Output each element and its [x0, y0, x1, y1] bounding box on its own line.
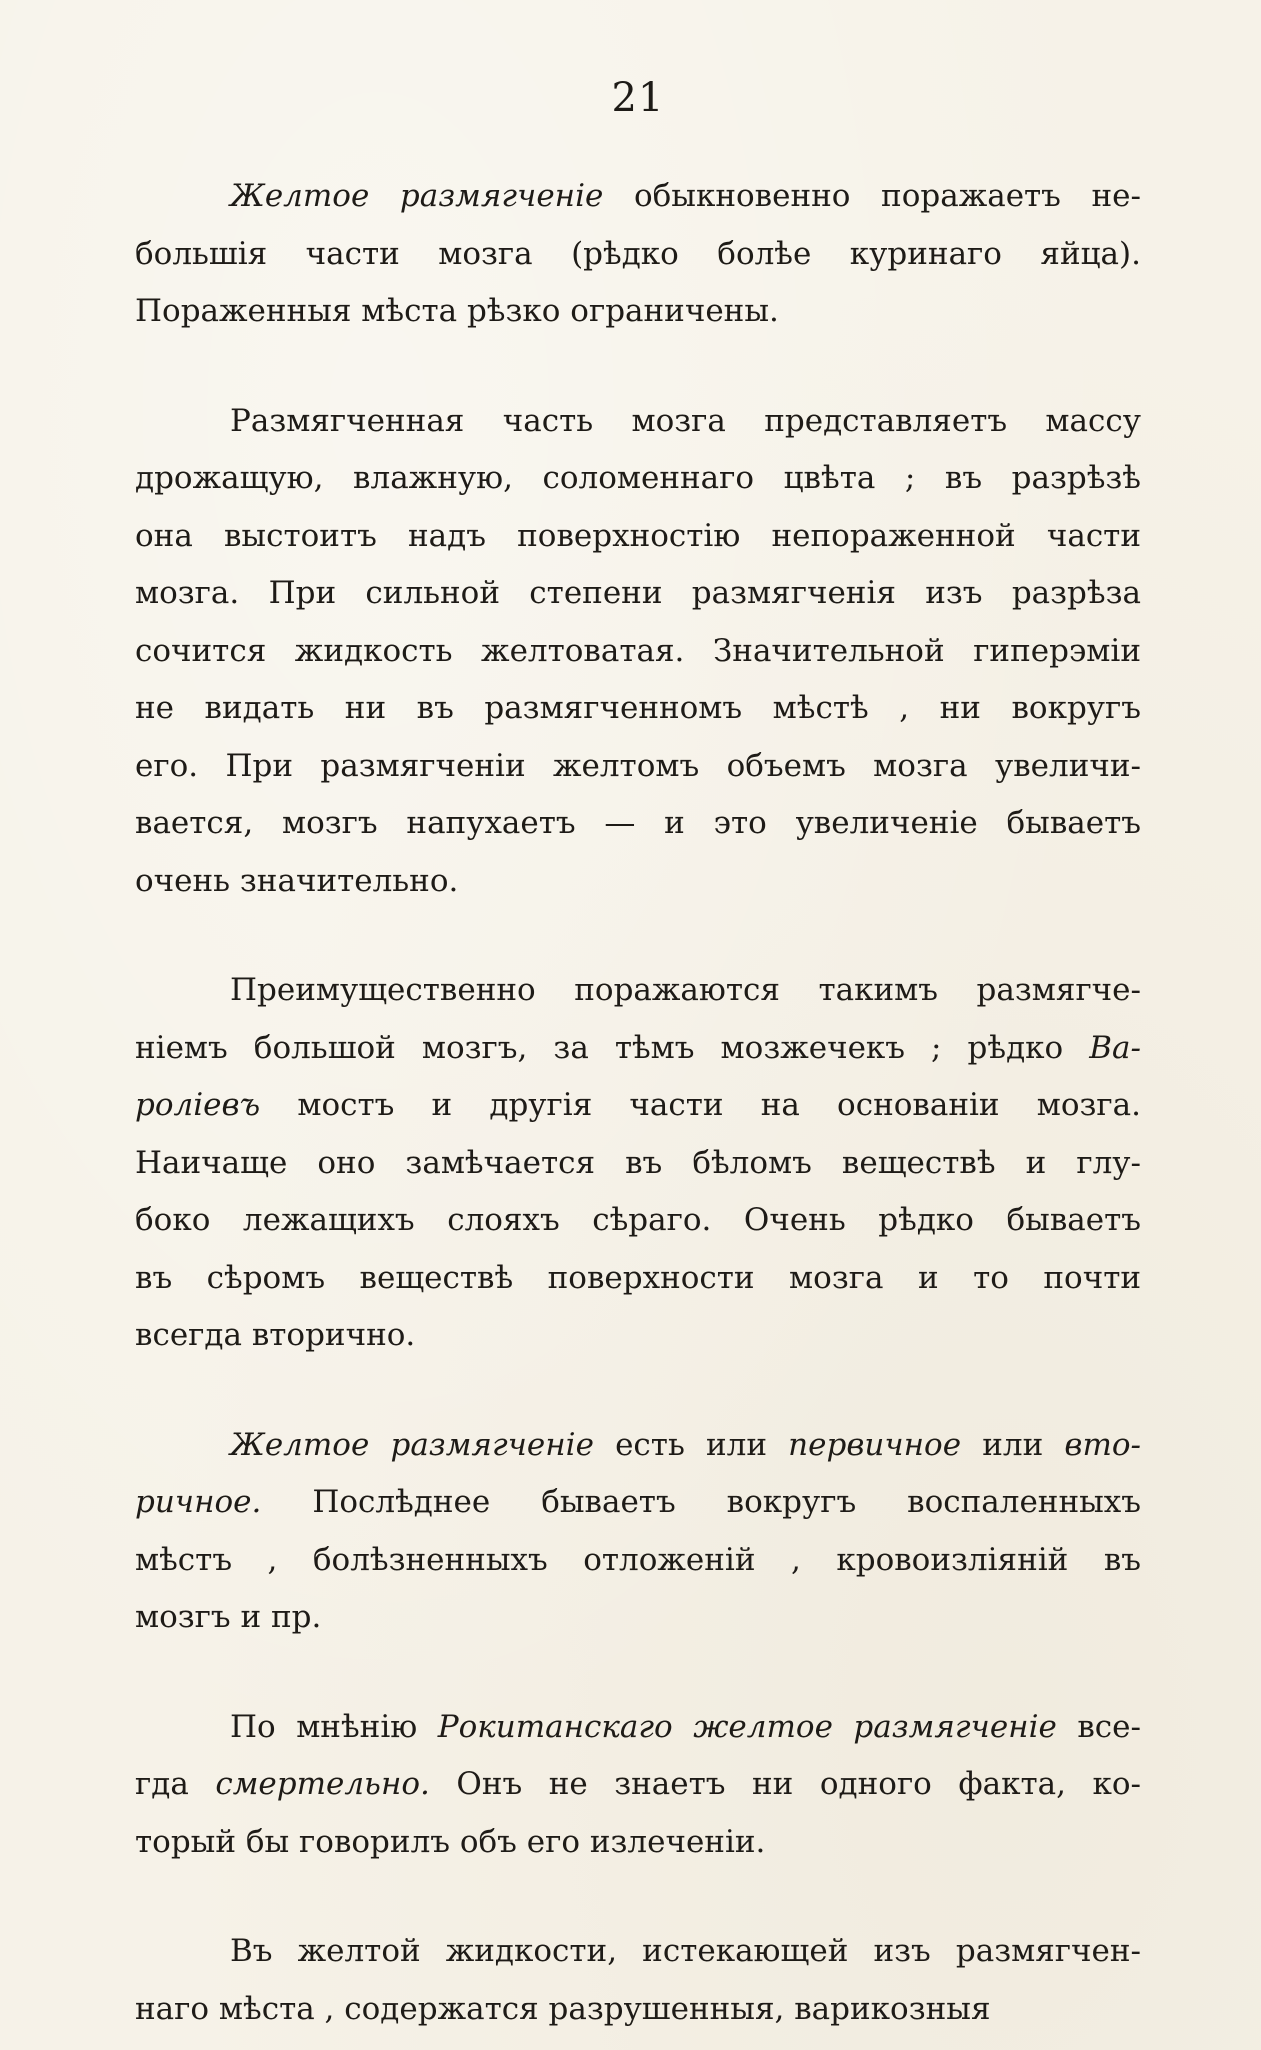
text-line	[135, 623, 1141, 681]
text-run: мостъ и другія части на основаніи мозга.	[260, 1087, 1141, 1123]
text-line	[135, 1814, 1141, 1872]
text-line	[135, 853, 1141, 911]
text-line	[135, 1307, 1141, 1365]
text-line	[135, 1474, 1141, 1532]
text-line	[135, 283, 1141, 341]
text-line	[135, 1923, 1141, 1981]
text-line	[135, 1699, 1141, 1757]
text-run: очень значительно.	[135, 862, 459, 899]
text-run: Онъ не знаетъ ни одного факта, ко-	[429, 1766, 1141, 1802]
text-line	[135, 680, 1141, 738]
text-line	[135, 962, 1141, 1020]
text-run: обыкновенно поражаетъ не-	[603, 178, 1141, 214]
text-run: большія части мозга (рѣдко болѣе куринаго яйца).	[135, 235, 1141, 272]
paragraph	[135, 1923, 1141, 2038]
text-run: сочится жидкость желтоватая. Значительной гиперэміи	[135, 632, 1141, 669]
italic-text: Желтое размягченіе	[230, 178, 604, 214]
text-run: Преимущественно поражаются такимъ размягче-	[230, 972, 1141, 1008]
paragraph	[135, 962, 1141, 1365]
text-run: въ сѣромъ веществѣ поверхности мозга и то почти	[135, 1259, 1141, 1296]
text-run: есть или	[593, 1426, 789, 1463]
paragraph	[135, 168, 1141, 341]
text-run: всегда вторично.	[135, 1317, 416, 1353]
text-run: она выстоитъ надъ поверхностію непораженной части	[135, 517, 1141, 554]
text-run: все-	[1056, 1708, 1141, 1745]
text-run: ніемъ большой мозгъ, за тѣмъ мозжечекъ ; рѣдко	[135, 1029, 1090, 1066]
text-run: мозга. При сильной степени размягченія изъ разрѣза	[135, 575, 1141, 611]
text-run: Размягченная часть мозга представляетъ массу	[230, 402, 1141, 439]
text-run: Послѣднее бываетъ вокругъ воспаленныхъ	[261, 1484, 1141, 1520]
text-body	[135, 168, 1141, 2038]
text-line	[135, 795, 1141, 853]
text-run: не видать ни въ размягченномъ мѣстѣ , ни вокругъ	[135, 690, 1141, 726]
text-run: боко лежащихъ слояхъ сѣраго. Очень рѣдко бываетъ	[135, 1202, 1141, 1238]
text-line	[135, 1532, 1141, 1590]
text-line	[135, 1020, 1141, 1078]
text-run: его. При размягченіи желтомъ объемъ мозга увеличи-	[135, 747, 1141, 784]
text-run: По мнѣнію	[230, 1708, 438, 1745]
paragraph	[135, 1417, 1141, 1647]
text-line	[135, 738, 1141, 796]
text-line	[135, 226, 1141, 284]
text-line	[135, 168, 1141, 226]
italic-text: вто-	[1064, 1426, 1141, 1463]
text-run: Пораженныя мѣста рѣзко ограничены.	[135, 293, 779, 329]
text-line	[135, 1417, 1141, 1475]
text-line	[135, 450, 1141, 508]
text-run: гда	[135, 1766, 216, 1802]
text-run: торый бы говорилъ объ его излеченіи.	[135, 1823, 766, 1860]
italic-text: Ва-	[1089, 1029, 1141, 1066]
text-line	[135, 1981, 1141, 2039]
italic-text: роліевъ	[135, 1087, 261, 1123]
text-line	[135, 1077, 1141, 1135]
italic-text: Желтое размягченіе	[230, 1426, 594, 1463]
text-line	[135, 1756, 1141, 1814]
paragraph	[135, 393, 1141, 911]
text-run: наго мѣста , содержатся разрушенныя, варикозныя	[135, 1990, 991, 2027]
paragraph	[135, 1699, 1141, 1872]
text-line	[135, 1135, 1141, 1193]
text-run: дрожащую, влажную, соломеннаго цвѣта ; въ разрѣзѣ	[135, 460, 1141, 496]
text-run: вается, мозгъ напухаетъ — и это увеличеніе бываетъ	[135, 805, 1141, 841]
italic-text: ричное.	[135, 1484, 262, 1520]
text-line	[135, 508, 1141, 566]
text-run: Въ желтой жидкости, истекающей изъ размягчен-	[230, 1933, 1141, 1969]
italic-text: смертельно.	[215, 1766, 430, 1802]
text-line	[135, 1589, 1141, 1647]
text-run: Наичаще оно замѣчается въ бѣломъ веществѣ и глу-	[135, 1144, 1141, 1181]
text-run: мѣстъ , болѣзненныхъ отложеній , кровоизліяній въ	[135, 1541, 1141, 1578]
text-line	[135, 393, 1141, 451]
page-number: 21	[611, 75, 665, 121]
italic-text: первичное	[788, 1426, 962, 1463]
text-line	[135, 1192, 1141, 1250]
text-line	[135, 1250, 1141, 1308]
italic-text: Рокитанскаго желтое размягченіе	[437, 1708, 1057, 1745]
text-run: мозгъ и пр.	[135, 1599, 322, 1635]
text-run: или	[961, 1426, 1065, 1463]
text-line	[135, 565, 1141, 623]
